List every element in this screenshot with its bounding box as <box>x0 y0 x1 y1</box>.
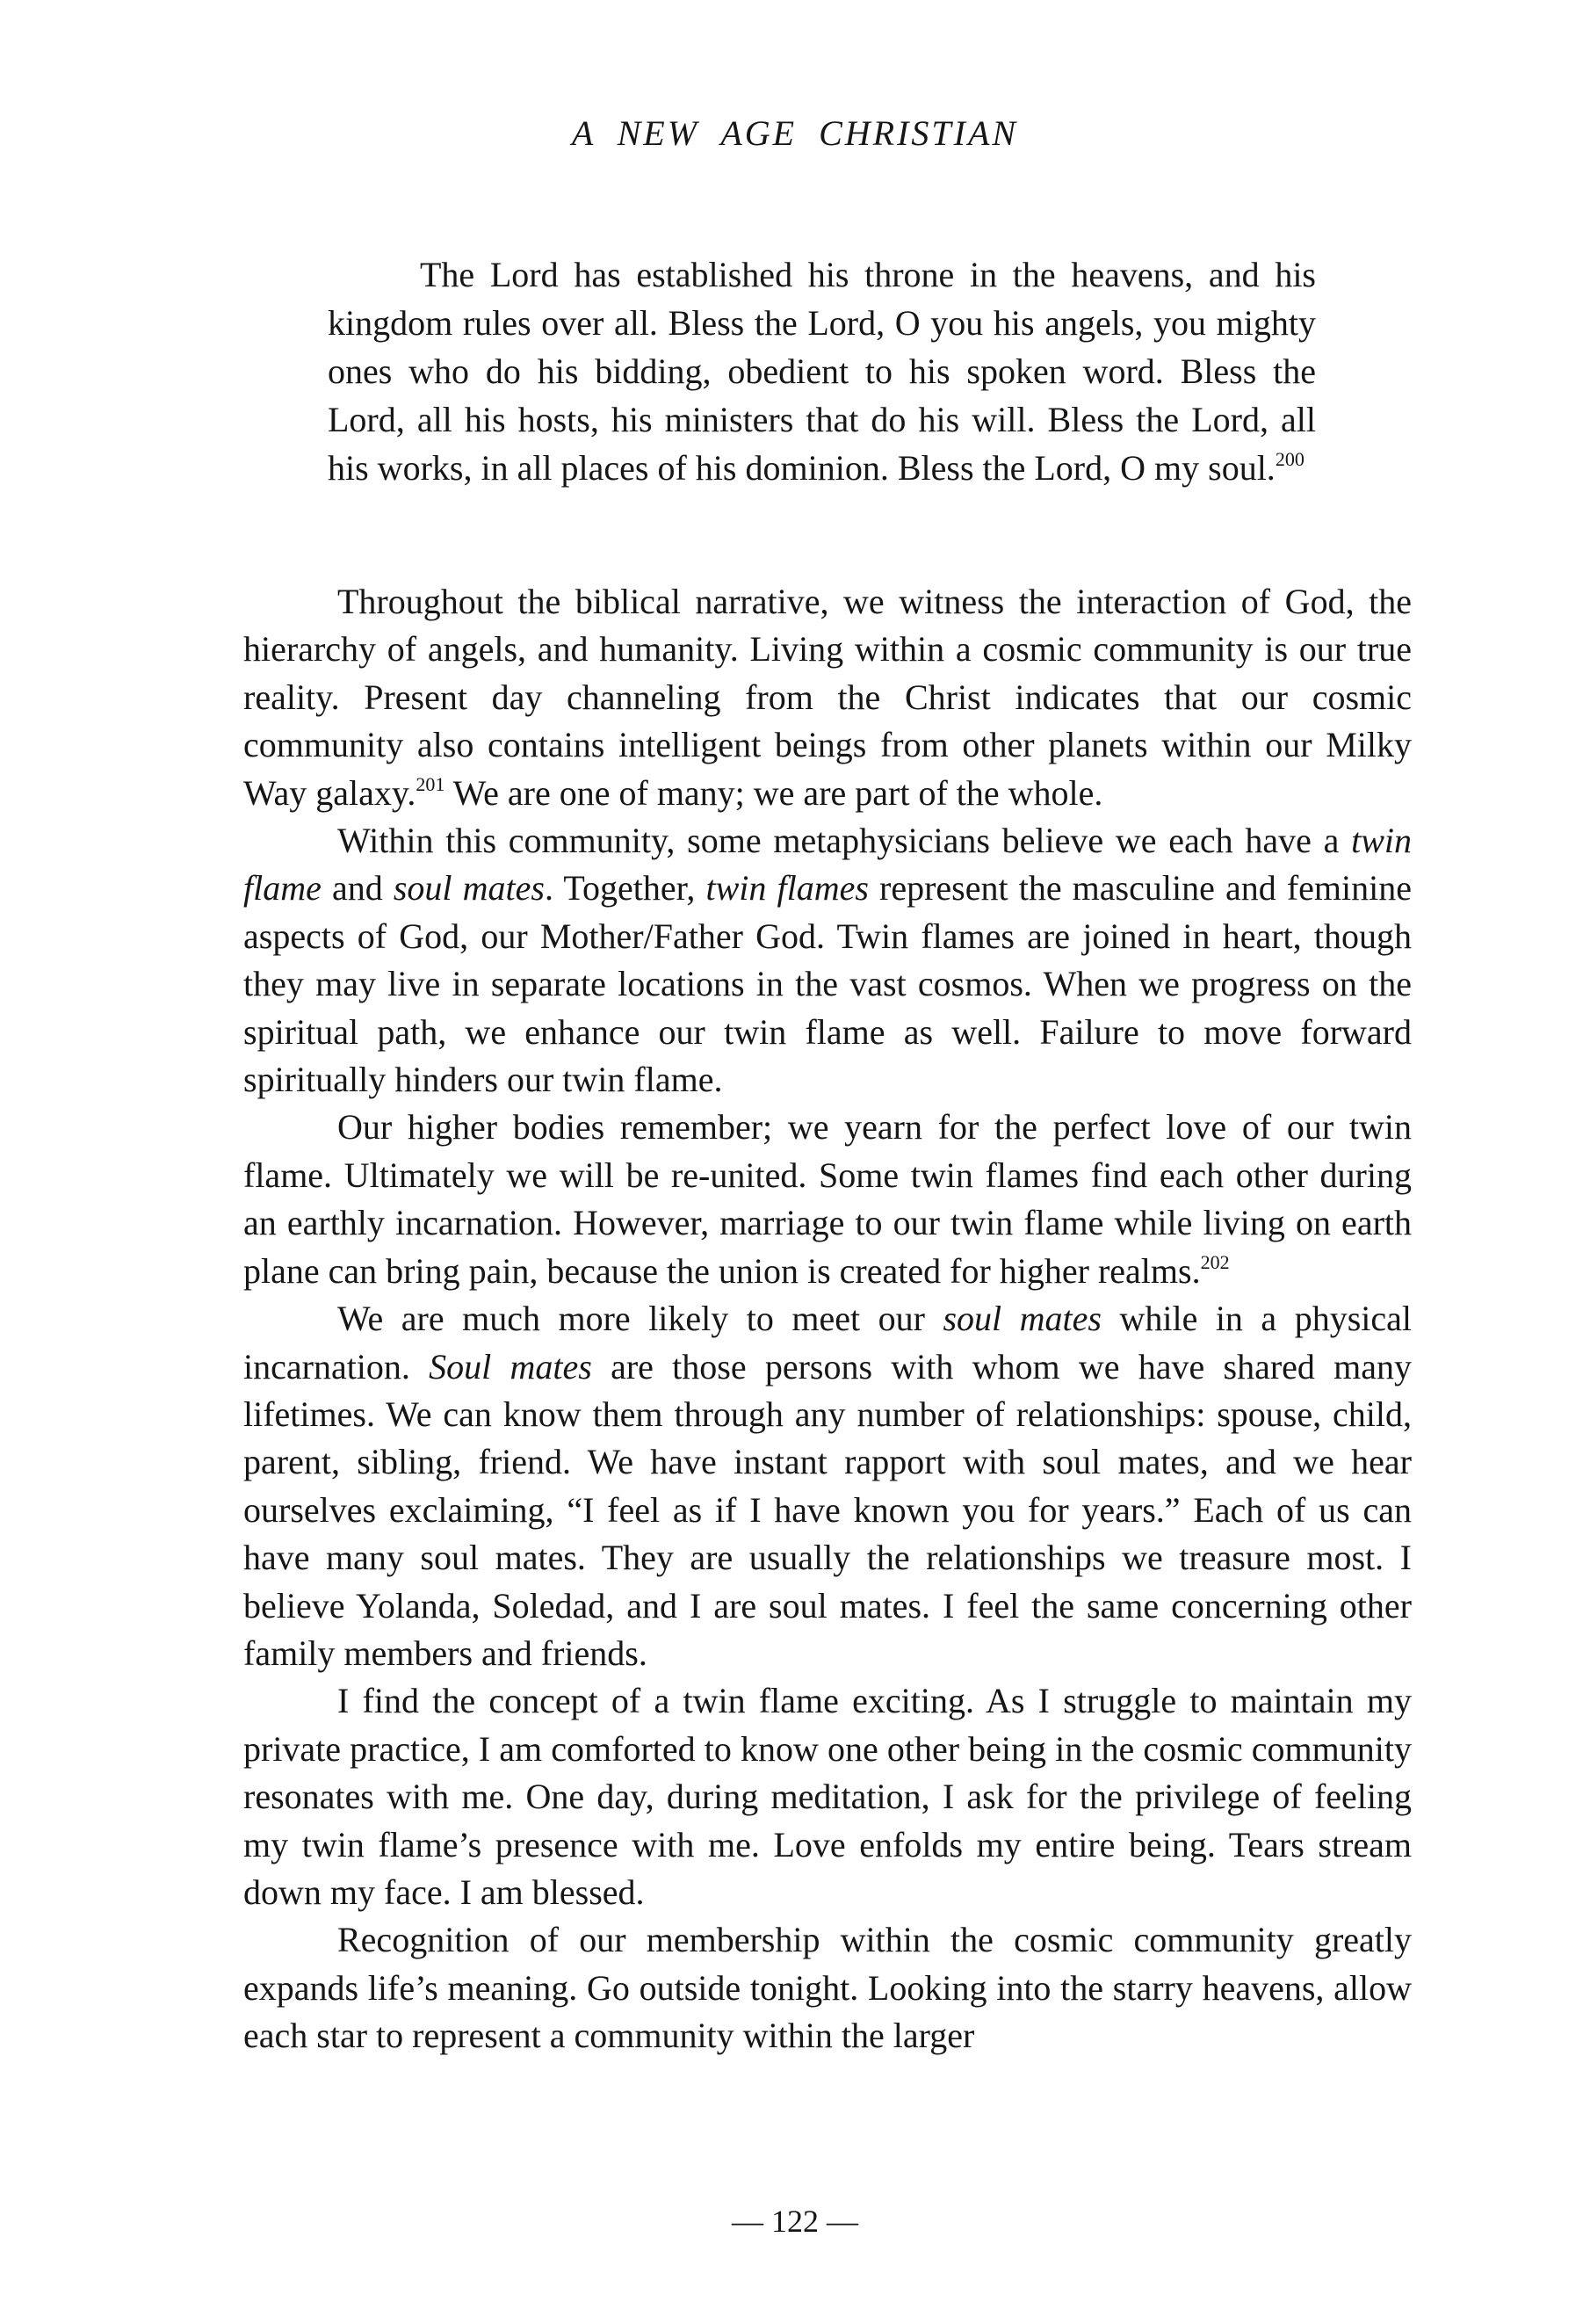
paragraph-twin-flame-concept <box>243 1677 1412 1916</box>
paragraph-soul-mates <box>243 1295 1412 1677</box>
footnote-ref-200: 200 <box>1275 448 1305 470</box>
emphasis-term: twin flames <box>705 868 869 909</box>
emphasis-term: soul mates <box>393 868 545 909</box>
paragraph-text: Recognition of our membership within the cosmic community greatly expands life’s meaning. Go outside tonight. Looking into the starry heavens, allow each star to represent a community within the larger <box>243 1920 1412 2056</box>
paragraph-text: are those persons with whom we have shared many lifetimes. We can know them through any number of relationships: spouse, child, parent, sibling, friend. We have instant rapport with soul mates, and we hear ourselves exclaiming, “I feel as if I have known you for years.” Each of us can have many soul mates. They are usually the relationships we treasure most. I believe Yolanda, Soledad, and I are soul mates. I feel the same concerning other family members and friends. <box>243 1346 1413 1673</box>
body-text <box>243 578 1412 2060</box>
block-quote <box>328 250 1316 492</box>
paragraph-higher-bodies <box>243 1104 1412 1295</box>
paragraph-text: Throughout the biblical narrative, we witness the interaction of God, the hierarchy of angels, and humanity. Living within a cosmic community is our true reality. Present day channeling from the Christ indicates that our cosmic community also contains intelligent beings from other planets within our Milky Way galaxy. <box>243 582 1412 813</box>
paragraph-text: . Together, <box>544 868 706 909</box>
paragraph-text: while in a physical incarnation. <box>243 1299 1412 1386</box>
paragraph-text: and <box>321 868 394 909</box>
paragraph-twin-flames <box>243 817 1412 1104</box>
paragraph-recognition <box>243 1916 1412 2060</box>
paragraph-text: Within this community, some metaphysicians believe we each have a <box>337 821 1352 861</box>
paragraph-text: I find the concept of a twin flame exciting. As I struggle to maintain my private practice, I am comforted to know one other being in the cosmic community resonates with me. One day, during meditation, I ask for the privilege of feeling my twin flame’s presence with me. Love enfolds my entire being. Tears stream down my face. I am blessed. <box>243 1681 1412 1912</box>
paragraph-text: We are one of many; we are part of the whole. <box>444 772 1103 813</box>
paragraph-text: represent the masculine and feminine aspects of God, our Mother/Father God. Twin flames are joined in heart, though they may live in separate locations in the vast cosmos. When we progress on the spiritual path, we enhance our twin flame as well. Failure to move forward spiritually hinders our twin flame. <box>243 868 1412 1100</box>
footnote-ref-202: 202 <box>1200 1250 1230 1273</box>
page-number: — 122 — <box>732 2204 858 2239</box>
emphasis-term: soul mates <box>943 1299 1102 1339</box>
paragraph-cosmic-community <box>243 578 1412 817</box>
emphasis-term: twin flame <box>243 821 1412 909</box>
quote-text: The Lord has established his throne in the heavens, and his kingdom rules over all. Bless the Lord, O you his angels, you mighty ones who do his bidding, obedient to his spoken word. Bless the Lord, all his hosts, his ministers that do his will. Bless the Lord, all his works, in all places of his dominion. Bless the Lord, O my soul. <box>328 255 1316 488</box>
emphasis-term: Soul mates <box>429 1346 592 1386</box>
running-head: A NEW AGE CHRISTIAN <box>571 113 1019 153</box>
footnote-ref-201: 201 <box>416 772 445 795</box>
paragraph-text: Our higher bodies remember; we yearn for the perfect love of our twin flame. Ultimately we will be re-united. Some twin flames find each other during an earthly incarnation. However, marriage to our twin flame while living on earth plane can bring pain, because the union is created for higher realms. <box>243 1107 1412 1291</box>
paragraph-text: We are much more likely to meet our <box>337 1299 943 1339</box>
